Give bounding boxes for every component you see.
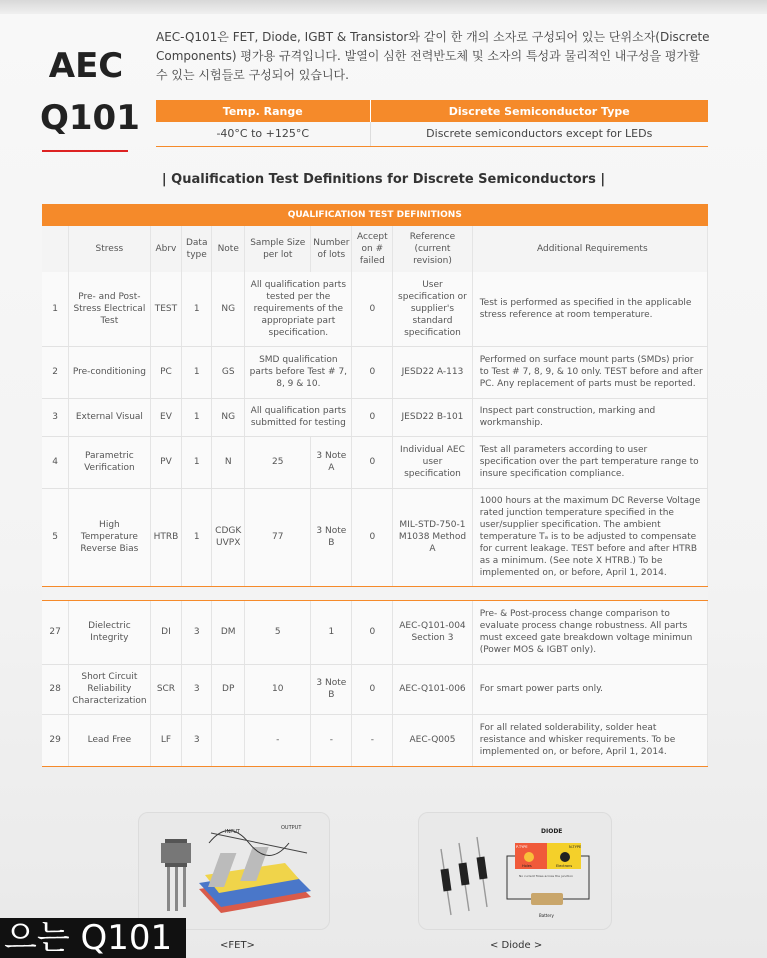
cell-data-type: 1 [182,272,212,346]
cell-note: GS [212,346,245,398]
cell-additional-requirements: Test all parameters according to user specification over the part temperature range to insure specification compliance. [472,436,707,488]
cell-num: 4 [42,436,69,488]
col-header-additional-requirements: Additional Requirements [472,226,707,272]
title-line-2: Q101 [40,98,140,138]
cell-stress: High Temperature Reverse Bias [69,488,150,586]
diode-body-3 [477,857,488,880]
cell-additional-requirements: 1000 hours at the maximum DC Reverse Voltage rated junction temperature specified in the user/supplier specification. The ambient temperature Tₐ is to be adjusted to compensate for current leakage. TEST before and after HTRB as a minimum. (See note X HTRB.) To be implemented on, or before, April 1, 2014. [472,488,707,586]
cell-sample-size: All qualification parts tested per the requirements of the appropriate part specification. [245,272,352,346]
cell-accept-failed: 0 [352,272,393,346]
col-header-abrv: Abrv [150,226,182,272]
cell-additional-requirements: Pre- & Post-process change comparison to evaluate process change robustness. All parts must exceed gate breakdown voltage minimun (Power MOS & IGBT only). [472,600,707,664]
cell-number-of-lots: 1 [311,600,352,664]
cell-num: 2 [42,346,69,398]
col-header-reference: Reference (current revision) [393,226,472,272]
table-row [42,398,708,436]
top-fade [0,0,767,14]
cell-data-type: 1 [182,488,212,586]
cell-data-type: 1 [182,398,212,436]
cell-abrv: LF [150,714,182,766]
intro-paragraph: AEC-Q101은 FET, Diode, IGBT & Transistor와 같이 한 개의 소자로 구성되어 있는 단위소자(Discrete Components) 평가용 규격입니다. 발열이 심한 전력반도체 및 소자의 특성과 물리적인 내구성을 평가할 수 있는 시험들로 구성되어 있습니다. [156,30,710,82]
diode-diagram [418,812,612,930]
table-row [42,488,708,586]
table-gap [42,586,708,600]
fet-diagram [138,812,330,930]
cell-additional-requirements: For all related solderability, solder heat resistance and whisker requirements. To be implemented on, or before, April 1, 2014. [472,714,707,766]
gap-cell [42,586,708,600]
cell-data-type: 3 [182,714,212,766]
table-row [42,664,708,714]
cell-stress: Dielectric Integrity [69,600,150,664]
no-current-label: No current flows across the junction [519,874,573,878]
cell-num: 27 [42,600,69,664]
cell-note: DP [212,664,245,714]
fet-caption: <FET> [220,940,255,951]
cell-abrv: PV [150,436,182,488]
holes-icon [524,852,534,862]
fet-lead-3 [183,867,186,907]
cell-reference: MIL-STD-750-1 M1038 Method A [393,488,472,586]
cell-note: CDGK UVPX [212,488,245,586]
cell-additional-requirements: Test is performed as specified in the applicable stress reference at room temperature. [472,272,707,346]
cell-reference: User specification or supplier's standard specification [393,272,472,346]
cell-additional-requirements: For smart power parts only. [472,664,707,714]
fet-wave [209,831,289,856]
cell-num: 5 [42,488,69,586]
cell-reference: AEC-Q101-006 [393,664,472,714]
col-header-accept-failed: Accept on # failed [352,226,393,272]
cell-num: 1 [42,272,69,346]
cell-abrv: HTRB [150,488,182,586]
cell-sample-size: 10 [245,664,311,714]
fet-package-tab [161,843,191,863]
diode-title: DIODE [541,828,563,835]
cell-stress: Pre-conditioning [69,346,150,398]
cell-additional-requirements: Inspect part construction, marking and workmanship. [472,398,707,436]
cell-reference: JESD22 A-113 [393,346,472,398]
p-type-label: P-TYPE [516,845,528,849]
cell-abrv: PC [150,346,182,398]
battery-icon [531,893,563,905]
cell-abrv: TEST [150,272,182,346]
n-type-label: N-TYPE [569,845,582,849]
cell-sample-size: 5 [245,600,311,664]
col-header-num [42,226,69,272]
cell-stress: Short Circuit Reliability Characterization [69,664,150,714]
cell-sample-size: - [245,714,311,766]
cell-stress: Lead Free [69,714,150,766]
cell-accept-failed: 0 [352,398,393,436]
title-line-1: AEC [48,46,124,86]
col-header-stress: Stress [69,226,150,272]
temp-range-table [156,100,708,147]
fet-lead-2 [175,867,178,911]
col-header-note: Note [212,226,245,272]
semiconductor-type-value: Discrete semiconductors except for LEDs [370,122,708,146]
cell-sample-size: All qualification parts submitted for testing [245,398,352,436]
col-header-data-type: Data type [182,226,212,272]
fet-input-label: INPUT [225,829,240,835]
cell-num: 29 [42,714,69,766]
electrons-label: Electrons [556,864,573,868]
cell-sample-size: SMD qualification parts before Test # 7, 8, 9 & 10. [245,346,352,398]
cell-accept-failed: 0 [352,346,393,398]
cell-number-of-lots: - [311,714,352,766]
cell-stress: External Visual [69,398,150,436]
cell-abrv: SCR [150,664,182,714]
header-temp-range: Temp. Range [156,100,370,122]
cell-data-type: 3 [182,664,212,714]
cell-data-type: 1 [182,346,212,398]
cell-stress: Parametric Verification [69,436,150,488]
qualification-table [42,204,708,767]
fet-illustration [139,813,331,931]
cell-note: NG [212,398,245,436]
cell-note: DM [212,600,245,664]
diode-caption: < Diode > [490,940,543,951]
diode-body-2 [459,863,470,886]
battery-label: Battery [539,913,554,918]
cell-number-of-lots: 3 Note B [311,488,352,586]
cell-note [212,714,245,766]
title-underline [42,150,128,152]
cell-sample-size: 77 [245,488,311,586]
electrons-icon [560,852,570,862]
cell-accept-failed: 0 [352,600,393,664]
col-header-sample-size: Sample Size per lot [245,226,311,272]
cell-sample-size: 25 [245,436,311,488]
aec-q101-title [40,40,140,152]
cell-abrv: DI [150,600,182,664]
cell-reference: JESD22 B-101 [393,398,472,436]
table-row [42,600,708,664]
video-subtitle-overlay: 으는 Q101 [0,918,186,958]
cell-stress: Pre- and Post-Stress Electrical Test [69,272,150,346]
cell-num: 3 [42,398,69,436]
fet-output-label: OUTPUT [281,825,302,831]
diode-body-1 [441,869,452,892]
holes-label: Holes [522,864,532,868]
cell-note: N [212,436,245,488]
header-semiconductor-type: Discrete Semiconductor Type [370,100,708,122]
cell-data-type: 1 [182,436,212,488]
cell-accept-failed: 0 [352,664,393,714]
cell-reference: Individual AEC user specification [393,436,472,488]
cell-accept-failed: - [352,714,393,766]
table-row [42,714,708,766]
diode-illustration [419,813,613,931]
cell-number-of-lots: 3 Note B [311,664,352,714]
cell-accept-failed: 0 [352,436,393,488]
cell-num: 28 [42,664,69,714]
table-row [42,346,708,398]
cell-reference: AEC-Q005 [393,714,472,766]
fet-lead-1 [167,867,170,911]
cell-abrv: EV [150,398,182,436]
cell-number-of-lots: 3 Note A [311,436,352,488]
cell-reference: AEC-Q101-004 Section 3 [393,600,472,664]
cell-data-type: 3 [182,600,212,664]
table-row [42,436,708,488]
col-header-number-of-lots: Number of lots [311,226,352,272]
table-row [42,272,708,346]
cell-note: NG [212,272,245,346]
cell-additional-requirements: Performed on surface mount parts (SMDs) prior to Test # 7, 8, 9, & 10 only. TEST before and after PC. Any replacement of parts must be reported. [472,346,707,398]
section-heading: | Qualification Test Definitions for Discrete Semiconductors | [161,172,606,187]
qual-table-band: QUALIFICATION TEST DEFINITIONS [42,204,708,226]
temp-range-value: -40°C to +125°C [156,122,370,146]
cell-accept-failed: 0 [352,488,393,586]
